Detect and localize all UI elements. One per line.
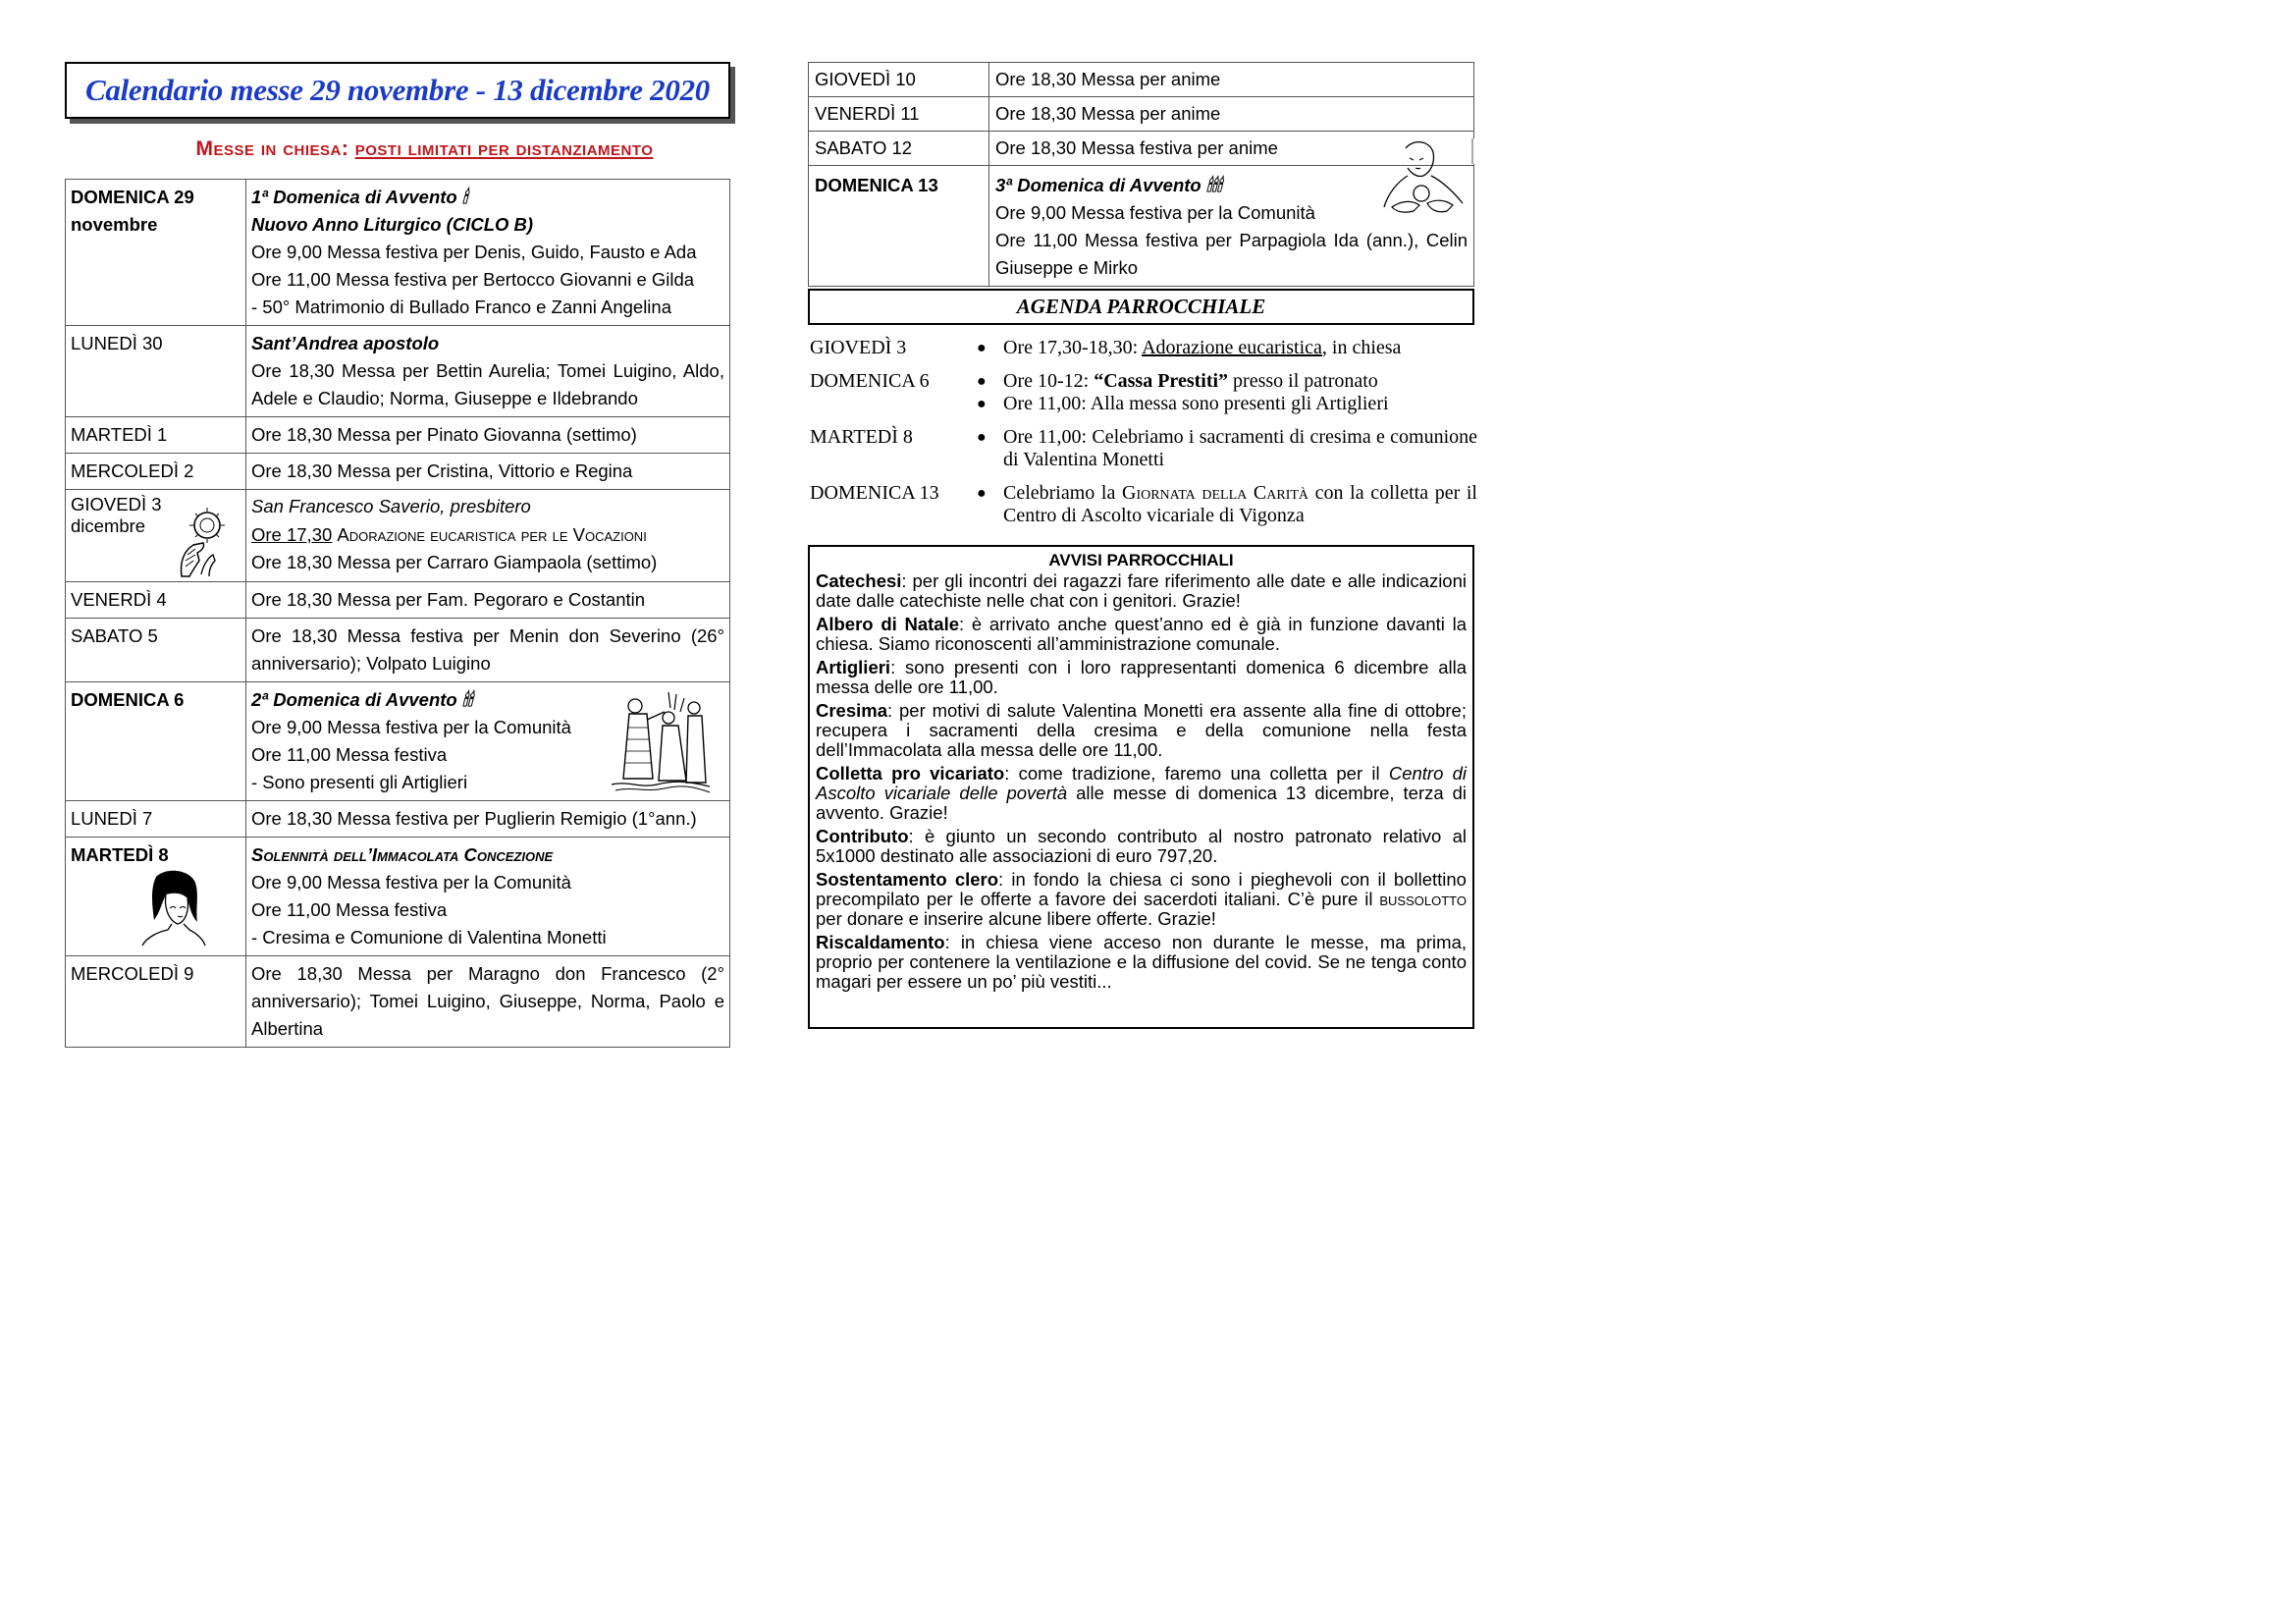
table-row	[66, 582, 730, 619]
day-label: GIOVEDÌ 10	[815, 69, 916, 89]
page-title: Calendario messe 29 novembre - 13 dicembre 2020	[85, 73, 710, 107]
day-label-sub: novembre	[71, 214, 158, 235]
notice-paragraph	[816, 933, 1467, 992]
agenda-text: Ore 11,00: Alla messa sono presenti gli Artiglieri	[1003, 393, 1389, 414]
day-label: MARTEDÌ 8	[71, 844, 169, 865]
notice-text: : in fondo la chiesa ci sono i pieghevoli con il bollettino precompilato per le offerte a favore dei sacerdoti italiani. C’è pure il	[816, 869, 1467, 909]
bullet-icon: ●	[977, 340, 987, 356]
table-row	[66, 682, 730, 801]
agenda-text: presso il patronato	[1228, 370, 1378, 392]
agenda-day: DOMENICA 6	[810, 370, 930, 392]
table-row	[66, 956, 730, 1048]
day-cell	[66, 838, 246, 956]
day-cell	[66, 619, 246, 682]
title-box	[65, 62, 730, 119]
day-cell	[66, 326, 246, 417]
table-row	[66, 454, 730, 490]
feast-title: Solennità dell’Immacolata Concezione	[251, 844, 554, 865]
notice-text: : sono presenti con i loro rappresentanti domenica 6 dicembre alla messa delle ore 11,00.	[816, 657, 1467, 697]
notice-text: : in chiesa viene acceso non durante le messe, ma prima, proprio per contenere la ventilazione e la diffusione del covid. Se ne tenga conto magari per essere un po’ più vestiti...	[816, 932, 1467, 992]
agenda-text: , in chiesa	[1321, 337, 1402, 358]
agenda-text: Ore 11,00: Celebriamo i sacramenti di cresima e comunione di Valentina Monetti	[1003, 426, 1477, 470]
mass-note: - 50° Matrimonio di Bullado Franco e Zanni Angelina	[251, 297, 671, 317]
agenda-row	[810, 426, 1477, 471]
agenda-text: con la colletta per il Centro di Ascolto vicariale di Vigonza	[1003, 482, 1477, 526]
notice-heading: Cresima	[816, 700, 888, 721]
agenda-item	[977, 426, 1477, 471]
desc-cell	[989, 166, 1474, 287]
agenda-row	[810, 337, 1477, 359]
mass-entry: Ore 9,00 Messa festiva per la Comunità	[251, 872, 571, 893]
table-row	[66, 417, 730, 454]
notice-heading: Catechesi	[816, 570, 902, 591]
table-row	[809, 97, 1474, 132]
notice-text: : per motivi di salute Valentina Monetti era assente alla fine di ottobre; recupera i sacramenti della cresima e della comunione nella festa dell’Immacolata alla messa delle ore 11,00.	[816, 700, 1467, 760]
mass-entry: Ore 18,30 Messa per Bettin Aurelia; Tomei Luigino, Aldo, Adele e Claudio; Norma, Giuseppe e Ildebrando	[251, 360, 724, 408]
notices-box	[808, 545, 1474, 1029]
day-label: MERCOLEDÌ 2	[71, 460, 194, 481]
mass-entry: Ore 11,00 Messa festiva per Bertocco Giovanni e Gilda	[251, 269, 695, 290]
day-cell	[66, 682, 246, 801]
table-row	[809, 63, 1474, 97]
agenda-day: DOMENICA 13	[810, 482, 939, 504]
day-cell	[66, 417, 246, 454]
notice-heading: Riscaldamento	[816, 932, 945, 952]
mass-entry: Ore 18,30 Messa festiva per Puglierin Remigio (1°ann.)	[251, 808, 697, 829]
day-cell	[809, 166, 989, 287]
day-cell	[66, 180, 246, 326]
feast-title: San Francesco Saverio, presbitero	[251, 496, 531, 516]
mass-entry: Ore 18,30 Messa festiva per anime	[995, 137, 1278, 158]
agenda-day: GIOVEDÌ 3	[810, 337, 907, 358]
desc-cell	[246, 490, 730, 582]
notice-heading: Artiglieri	[816, 657, 891, 677]
mass-entry: Ore 18,30 Messa per anime	[995, 103, 1221, 124]
mass-entry: Ore 9,00 Messa festiva per la Comunità	[995, 202, 1315, 223]
notice-paragraph	[816, 827, 1467, 866]
notice-text-smallcaps: bussolotto	[1379, 889, 1467, 909]
agenda-row	[810, 482, 1477, 527]
notice-heading: Colletta pro vicariato	[816, 763, 1005, 784]
table-row	[66, 838, 730, 956]
subtitle-prefix: Messe in chiesa:	[195, 137, 349, 160]
agenda-text-smallcaps: Giornata della Carità	[1122, 482, 1309, 504]
bullet-icon: ●	[977, 396, 987, 412]
agenda-day: MARTEDÌ 8	[810, 426, 913, 448]
desc-cell	[246, 326, 730, 417]
agenda-text: Ore 17,30-18,30:	[1003, 337, 1143, 358]
day-label-sub: dicembre	[71, 515, 146, 536]
monstrance-adoration-icon	[170, 506, 235, 578]
bullet-icon: ●	[977, 373, 987, 390]
desc-cell	[246, 582, 730, 619]
feast-subtitle: Nuovo Anno Liturgico (CICLO B)	[251, 214, 534, 235]
table-row	[66, 326, 730, 417]
bullet-icon: ●	[977, 429, 987, 446]
day-cell	[66, 490, 246, 582]
desc-cell	[246, 682, 730, 801]
notice-paragraph	[816, 615, 1467, 654]
desc-cell	[246, 417, 730, 454]
mass-entry: Ore 18,30 Messa per Carraro Giampaola (settimo)	[251, 552, 658, 572]
mass-entry: Ore 9,00 Messa festiva per Denis, Guido, Fausto e Ada	[251, 242, 697, 262]
mass-calendar-table-left	[65, 179, 730, 1048]
mass-entry: Ore 18,30 Messa per Cristina, Vittorio e Regina	[251, 460, 633, 481]
notice-text: : è giunto un secondo contributo al nostro patronato relativo al 5x1000 destinato alle associazioni di euro 797,20.	[816, 826, 1467, 866]
day-label: VENERDÌ 4	[71, 589, 167, 610]
mass-note: - Cresima e Comunione di Valentina Monetti	[251, 927, 607, 947]
feast-title: 1ª Domenica di Avvento 🕯	[251, 187, 468, 207]
desc-cell	[246, 801, 730, 838]
mass-note: - Sono presenti gli Artiglieri	[251, 772, 468, 792]
notice-text: alle messe di domenica 13 dicembre, terza di avvento. Grazie!	[816, 783, 1467, 823]
mass-entry: Ore 11,00 Messa festiva	[251, 744, 448, 765]
feast-title: 3ª Domenica di Avvento 🕯🕯🕯	[995, 175, 1222, 195]
day-label: DOMENICA 29	[71, 187, 194, 207]
agenda-text: Ore 10-12:	[1003, 370, 1095, 392]
desc-cell	[246, 619, 730, 682]
mass-entry: Ore 18,30 Messa per Maragno don Francesco (2° anniversario); Tomei Luigino, Giuseppe, Norma, Paolo e Albertina	[251, 963, 724, 1039]
agenda-text-bold: “Cassa Prestiti”	[1094, 370, 1229, 392]
feast-title: 2ª Domenica di Avvento 🕯🕯	[251, 689, 473, 710]
agenda-item	[977, 393, 1477, 415]
day-cell	[66, 801, 246, 838]
day-label: SABATO 12	[815, 137, 913, 158]
notice-heading: Albero di Natale	[816, 614, 960, 634]
notice-text: : come tradizione, faremo una colletta per il	[1004, 763, 1389, 784]
mass-entry: Ore 18,30 Messa per anime	[995, 69, 1221, 89]
notice-heading: Contributo	[816, 826, 909, 846]
table-row	[66, 619, 730, 682]
agenda-item	[977, 370, 1477, 393]
baptism-illustration-icon	[608, 688, 712, 794]
table-row	[809, 166, 1474, 287]
table-row	[66, 490, 730, 582]
mass-entry: Ore 11,00 Messa festiva per Parpagiola Ida (ann.), Celin Giuseppe e Mirko	[995, 230, 1468, 278]
desc-cell	[246, 956, 730, 1048]
day-label: DOMENICA 13	[815, 175, 938, 195]
adoration-time: Ore 17,30	[251, 524, 333, 545]
day-label: LUNEDÌ 30	[71, 333, 163, 353]
agenda-row	[810, 370, 1477, 415]
subtitle-underlined: posti limitati per distanziamento	[354, 137, 654, 160]
mass-entry: Ore 11,00 Messa festiva	[251, 899, 448, 920]
table-row	[66, 801, 730, 838]
mass-entry: Ore 18,30 Messa per Pinato Giovanna (settimo)	[251, 424, 637, 445]
mass-entry: Ore 9,00 Messa festiva per la Comunità	[251, 717, 571, 737]
day-label: SABATO 5	[71, 625, 158, 646]
notice-heading: Sostentamento clero	[816, 869, 999, 890]
agenda-text: Celebriamo la	[1003, 482, 1122, 504]
day-cell	[66, 956, 246, 1048]
agenda-text-underlined: Adorazione eucaristica	[1142, 337, 1322, 358]
notice-text: : è arrivato anche quest’anno ed è già in funzione davanti la chiesa. Siamo riconoscenti all’amministrazione comunale.	[816, 614, 1467, 654]
notice-paragraph	[816, 870, 1467, 929]
agenda-title: AGENDA PARROCCHIALE	[808, 289, 1474, 325]
day-label: DOMENICA 6	[71, 689, 185, 710]
mary-illustration-icon	[138, 867, 209, 947]
notices-title: AVVISI PARROCCHIALI	[1048, 551, 1234, 569]
desc-cell	[246, 454, 730, 490]
day-label: LUNEDÌ 7	[71, 808, 153, 829]
day-cell	[809, 63, 989, 97]
mass-calendar-table-right	[808, 62, 1474, 287]
desc-cell	[246, 838, 730, 956]
notice-text: per donare e inserire alcune libere offerte. Grazie!	[816, 908, 1216, 929]
day-cell	[66, 454, 246, 490]
desc-cell	[246, 180, 730, 326]
mass-entry: Ore 18,30 Messa per Fam. Pegoraro e Costantin	[251, 589, 646, 610]
agenda-item	[977, 337, 1477, 359]
day-cell	[809, 132, 989, 166]
day-label: MARTEDÌ 1	[71, 424, 168, 445]
notice-text: : per gli incontri dei ragazzi fare riferimento alle date e alle indicazioni date dalle catechiste nelle chat con i genitori. Grazie!	[816, 570, 1467, 611]
desc-cell	[989, 63, 1474, 97]
notice-text-italic: Centro di Ascolto vicariale delle povertà	[816, 763, 1467, 803]
day-cell	[809, 97, 989, 132]
day-label: VENERDÌ 11	[815, 103, 920, 124]
agenda-item	[977, 482, 1477, 527]
bullet-icon: ●	[977, 485, 987, 502]
day-label: MERCOLEDÌ 9	[71, 963, 194, 984]
day-cell	[66, 582, 246, 619]
desc-cell	[989, 97, 1474, 132]
notice-paragraph	[816, 658, 1467, 697]
notice-paragraph	[816, 571, 1467, 611]
eucharist-illustration-icon	[1374, 138, 1474, 229]
day-label: GIOVEDÌ 3	[71, 494, 162, 514]
agenda-list	[810, 337, 1477, 538]
notice-paragraph	[816, 764, 1467, 823]
adoration-title: Adorazione eucaristica per le Vocazioni	[337, 524, 647, 545]
table-row	[66, 180, 730, 326]
mass-entry: Ore 18,30 Messa festiva per Menin don Severino (26° anniversario); Volpato Luigino	[251, 625, 724, 674]
notice-paragraph	[816, 701, 1467, 760]
section-subtitle	[65, 137, 784, 161]
feast-title: Sant’Andrea apostolo	[251, 333, 440, 353]
